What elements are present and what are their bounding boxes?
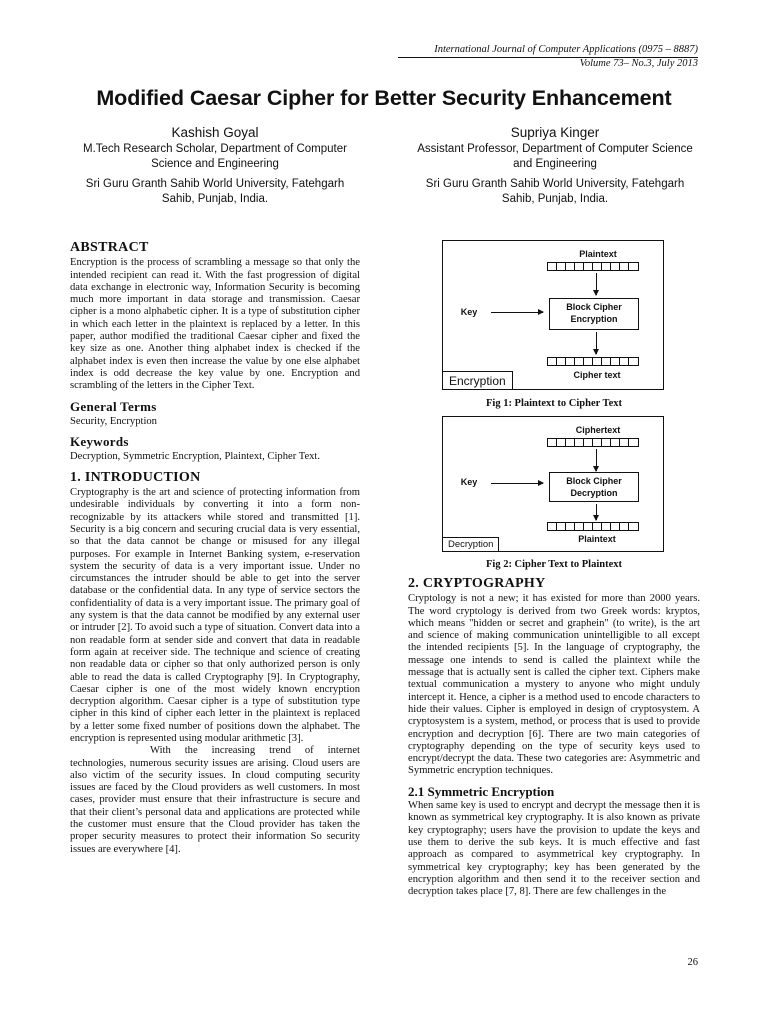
paper-title: Modified Caesar Cipher for Better Security Enhancement (96, 86, 672, 110)
ciphertext-block-strip (547, 357, 639, 366)
ciphertext-label: Cipher text (573, 370, 621, 380)
keywords-text: Decryption, Symmetric Encryption, Plaintext, Cipher Text. (70, 451, 321, 463)
author-affiliation: M.Tech Research Scholar, Department of Computer Science and Engineering (83, 143, 347, 170)
plaintext-label: Plaintext (578, 534, 616, 544)
author-block-1 (70, 124, 360, 207)
left-column (70, 242, 360, 856)
symmetric-encryption-heading: 2.1 Symmetric Encryption (408, 783, 555, 799)
block-cipher-decryption-box (549, 472, 639, 502)
keywords-heading: Keywords (70, 434, 129, 450)
right-column (408, 578, 700, 898)
introduction-heading: 1. INTRODUCTION (70, 469, 201, 485)
plaintext-block-strip (547, 262, 639, 271)
plaintext-label: Plaintext (579, 249, 617, 259)
page-number: 26 (687, 957, 698, 968)
cryptography-text: Cryptology is not a new; it has existed for more than 2000 years. The word cryptology is derived from two Greek words: kryptos, which means "hidden or secret and graphein" (to write), is the art and science of making communication unintelligible to all except the intended recipients [5]. In the language of cryptography, the message one intends to send is called the plaintext while the message that is actually sent is called the cipher text. Ciphers make textual communication a mystery to anyone who might unduly intercept it. Hence, a cipher is a method used to encode characters to hide their values. Cipher is employed in design of cryptosystem. A cryptosystem is a system, method, or process that is used to provide encryption and decryption [6]. There are two main categories of cryptography depending on the type of security keys used to encrypt/decrypt the data. These two categories are: Asymmetric and Symmetric encryption techniques. (408, 593, 700, 777)
decryption-label: Decryption (570, 488, 618, 498)
down-arrow-icon (596, 332, 597, 354)
volume-header: Volume 73– No.3, July 2013 (579, 58, 698, 69)
right-arrow-icon (491, 312, 543, 313)
symmetric-encryption-text: When same key is used to encrypt and decrypt the message then it is known as symmetrical key cryptography. It is also known as private key cryptography; users have the provision to update the keys and use them to derive the sub keys. It is much effective and fast approach as compared to asymmetrical key cryptography. In symmetrical key cryptography; key has been generated by the encryption algorithm and then send it to the receiver section and decryption takes place [7, 8]. There are few challenges in the (408, 800, 700, 898)
figure-decryption-diagram (442, 416, 664, 552)
down-arrow-icon (596, 449, 597, 471)
down-arrow-icon (596, 273, 597, 295)
right-arrow-icon (491, 483, 543, 484)
author-name: Supriya Kinger (510, 125, 600, 140)
cryptography-heading: 2. CRYPTOGRAPHY (408, 576, 546, 591)
block-cipher-label: Block Cipher (566, 476, 622, 486)
block-cipher-encryption-box (549, 298, 639, 330)
abstract-text: Encryption is the process of scrambling a message so that only the intended recipient can read it. With the fast progression of digital data exchange in electronic way, Information Security is becoming much more important in data storage and transmission. Caesar cipher is a mono alphabetic cipher. It is a type of substitution cipher in which each letter in the plaintext is replaced by a letter. In this paper, author modified the traditional Caesar cipher and fixed the key size as one. Another thing alphabet index is checked if the alphabet index is even then increase the value by one else alphabet index is odd decrease the key value by one. Encryption and scrambling of the letters in the Cipher Text. (70, 257, 360, 392)
author-affiliation: Assistant Professor, Department of Computer Science and Engineering (417, 143, 693, 170)
ciphertext-block-strip (547, 438, 639, 447)
down-arrow-icon (596, 504, 597, 520)
figure-2-caption: Fig 2: Cipher Text to Plaintext (485, 559, 622, 570)
figure-encryption-diagram (442, 240, 664, 390)
ciphertext-label: Ciphertext (575, 425, 621, 435)
figure-1-caption: Fig 1: Plaintext to Cipher Text (485, 398, 622, 409)
decryption-mode-label: Decryption (443, 537, 499, 551)
block-cipher-label: Block Cipher (566, 302, 622, 312)
introduction-paragraph-2: With the increasing trend of internet technologies, numerous security issues are arising. Cloud users are also victim of the security issues. In cloud computing security issues are faced by the Cloud providers as well customers. In most cases, provider must ensure that their infrastructure is secure and that their client’s personal data and applications are protected while the customer must ensure that the Cloud provider has taken the proper security measures to protect their information So security issues are everywhere [4]. (70, 745, 360, 855)
author-block-2 (410, 124, 700, 207)
abstract-heading: ABSTRACT (70, 240, 149, 255)
author-institution: Sri Guru Granth Sahib World University, Fatehgarh Sahib, Punjab, India. (85, 178, 345, 205)
author-institution: Sri Guru Granth Sahib World University, Fatehgarh Sahib, Punjab, India. (425, 178, 685, 205)
journal-header: International Journal of Computer Applications (0975 – 8887) (398, 44, 698, 58)
plaintext-block-strip (547, 522, 639, 531)
general-terms-text: Security, Encryption (70, 415, 157, 427)
key-label: Key (460, 307, 478, 317)
introduction-paragraph-1: Cryptography is the art and science of protecting information from undesirable individuals by converting it into a form non-recognizable by its attackers while stored and transmitted [1]. Security is a big concern and securing crucial data is very essential, so that the data cannot be change or misused for any illegal purposes. For example in Internet Banking system, e-reservation system the security of data is a very important issue. Under no circumstances the intruder should be able to get into the server database or the confidential data. In any type of service sectors the confidentiality of data is a very important issue. The primary goal of any system is that the data cannot be modified by any external user or intruder [2]. To avoid such a type of situation. Convert data into a non readable form at sender side and convert that data in readable form again at receiver side. The technique and science of creating non readable data or cipher so that only authorized person is only able to read the data is called Cryptography [9]. In Cryptography, Caesar cipher is one of the most widely known encryption decryption algorithm. Caesar cipher is a type of substitution type cipher in this kind of cipher each letter in the plaintext is replaced by a letter some fixed number of positions down the alphabet. The encryption is represented using modular arithmetic [3]. (70, 487, 360, 744)
key-label: Key (460, 477, 478, 487)
author-name: Kashish Goyal (171, 125, 259, 140)
encryption-mode-label: Encryption (443, 371, 513, 389)
general-terms-heading: General Terms (70, 398, 157, 414)
encryption-label: Encryption (570, 314, 618, 324)
